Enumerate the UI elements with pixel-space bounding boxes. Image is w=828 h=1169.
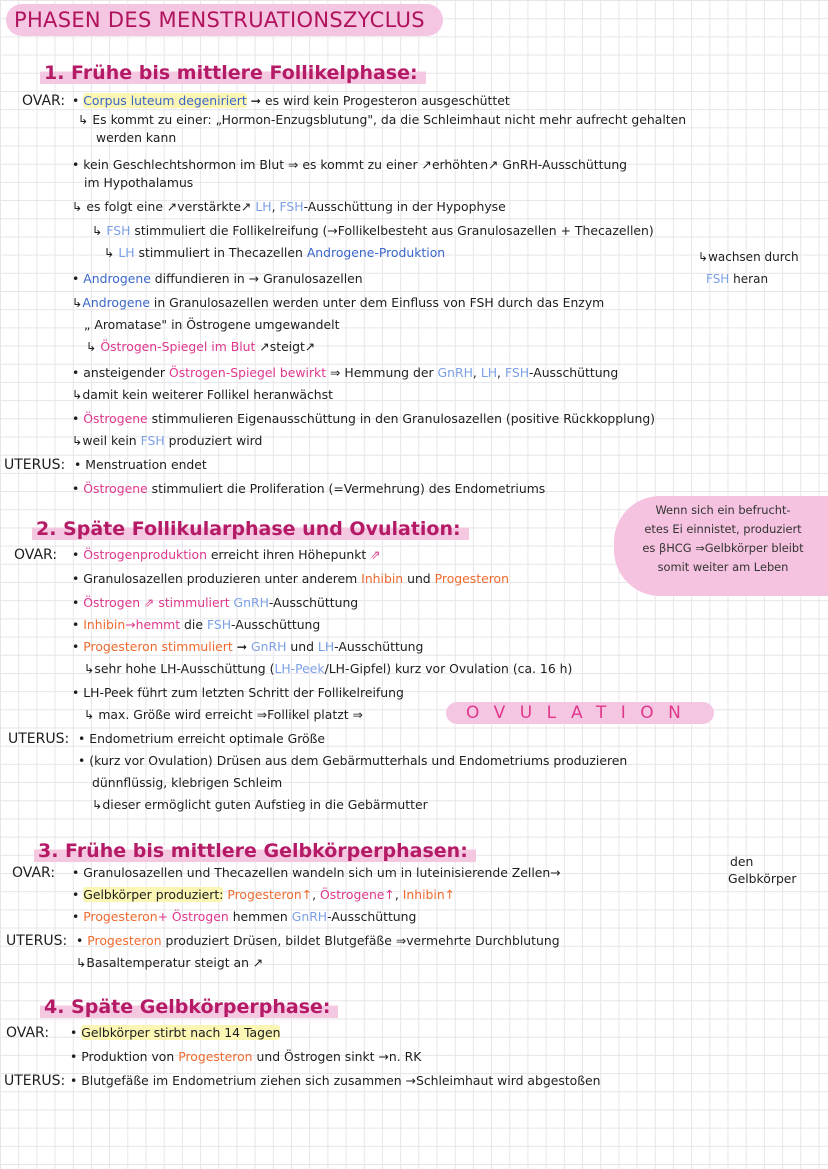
ovulation-badge: OVULATION <box>446 702 714 724</box>
text: Östrogene <box>319 887 385 902</box>
text: Progesteron <box>87 933 162 948</box>
text: GnRH <box>251 639 287 654</box>
note-line <box>620 540 826 557</box>
note-line: somit weiter am Leben <box>657 560 789 574</box>
double-arrow-icon: ⇒ <box>288 157 299 172</box>
text: max. Größe wird erreicht <box>98 707 253 722</box>
text: es folgt eine <box>86 199 163 214</box>
arrow-sub-icon: ↳ <box>698 250 709 264</box>
text: Androgene <box>82 295 150 310</box>
line: • Endometrium erreicht optimale Größe <box>78 731 326 746</box>
line: • Menstruation endet <box>74 457 207 472</box>
arrow-sub-icon: ↳ <box>86 339 97 354</box>
line <box>104 244 445 262</box>
text: stimmuliert die Follikelreifung ( <box>134 223 328 238</box>
arrow-right-icon: → <box>327 223 338 238</box>
text: Androgene-Produktion <box>306 245 446 260</box>
text: Inhibin <box>83 617 126 632</box>
text: werden kann <box>96 130 177 145</box>
text: LH <box>118 245 135 260</box>
line <box>92 796 428 814</box>
arrow-right-icon: → <box>125 617 136 632</box>
text: LH-Peek führt zum letzten Schritt der Follikelreifung <box>83 685 404 700</box>
arrow-sub-icon: ↳ <box>84 661 95 676</box>
arrow-sub-icon: ↳ <box>72 433 83 448</box>
arrow-sub-icon: ↳ <box>78 112 89 127</box>
text: Es kommt zu einer: „Hormon-Enzugsblutung", da die Schleimhaut nicht mehr aufrecht gehalten <box>92 112 687 127</box>
note-line: etes Ei einnistet, produziert <box>644 522 802 536</box>
arrow-right-icon: → <box>248 271 260 286</box>
text: n. RK <box>388 1049 422 1064</box>
text: verstärkte <box>177 199 242 214</box>
line: • Granulosazellen produzieren unter anderem Inhibin und Progesteron <box>72 571 509 586</box>
line <box>92 222 654 240</box>
text: Follikel platzt <box>267 707 349 722</box>
text: und <box>407 571 431 586</box>
line: • Östrogene stimmuliert die Proliferation (=Vermehrung) des Endometriums <box>72 481 546 496</box>
ovar-label: OVAR: <box>22 93 66 109</box>
text: FSH <box>206 617 232 632</box>
section-2-heading: 2. Späte Follikularphase und Ovulation: <box>32 516 469 542</box>
arrow-sub-icon: ↳ <box>72 199 83 214</box>
text: es βHCG <box>642 541 692 555</box>
line <box>92 774 282 792</box>
text: FSH <box>504 365 530 380</box>
line: • Progesteron stimmuliert ➞ GnRH und LH-Ausschüttung <box>72 639 424 654</box>
text: Schleimhaut wird abgestoßen <box>415 1073 601 1088</box>
uterus-label: UTERUS: <box>4 457 66 473</box>
ovar-label: OVAR: <box>6 1025 50 1041</box>
arrow-sub-icon: ↳ <box>92 223 103 238</box>
text: /LH-Gipfel) kurz vor Ovulation (ca. 16 h) <box>324 661 573 676</box>
up-arrow-icon: ↗ <box>166 199 178 214</box>
double-arrow-icon: ⇒ <box>330 365 341 380</box>
line: ↳ es folgt eine ↗verstärkte↗ LH, FSH-Ausschüttung in der Hypophyse <box>72 199 506 214</box>
text: -Ausschüttung <box>529 365 619 380</box>
text: stimmulieren Eigenausschüttung in den Granulosazellen (positive Rückkopplung) <box>151 411 656 426</box>
line <box>84 706 363 724</box>
text: Östrogene <box>83 411 148 426</box>
text: Gelbkörper stirbt nach 14 Tagen <box>81 1025 281 1040</box>
double-arrow-icon: ⇒ <box>256 707 268 722</box>
text: LH <box>255 199 272 214</box>
text: kein Geschlechtshormon im Blut <box>83 157 285 172</box>
line: • ansteigender Östrogen-Spiegel bewirkt ⇒ Hemmung der GnRH, LH, FSH-Ausschüttung <box>72 365 619 380</box>
text: Östrogen-Spiegel bewirkt <box>168 365 327 380</box>
text: FSH <box>140 433 165 448</box>
line <box>86 338 315 356</box>
line <box>728 871 797 887</box>
arrow-right-icon: → <box>550 865 561 880</box>
up-arrow-icon: ↗ <box>259 339 270 354</box>
text: produziert wird <box>168 433 263 448</box>
text: Basaltemperatur steigt an <box>86 955 249 970</box>
arrow-sub-icon: ↳ <box>72 295 83 310</box>
text: es kommt zu einer <box>302 157 418 172</box>
line: • Produktion von Progesteron und Östrogen sinkt →n. RK <box>70 1049 422 1064</box>
line <box>96 129 176 147</box>
page-title: PHASEN DES MENSTRUATIONSZYCLUS <box>6 4 443 36</box>
text: GnRH <box>437 365 473 380</box>
text: den <box>730 854 754 869</box>
line: • Granulosazellen und Thecazellen wandeln sich um in luteinisierende Zellen→ <box>72 865 561 880</box>
uterus-label: UTERUS: <box>6 933 68 949</box>
arrow-right-icon: ➞ <box>236 639 248 654</box>
text: -Ausschüttung <box>327 909 417 924</box>
line: • Gelbkörper produziert: Progesteron↑, Östrogene↑, Inhibin↑ <box>72 887 456 902</box>
text: produziert Drüsen, bildet Blutgefäße <box>165 933 392 948</box>
arrow-sub-icon: ↳ <box>104 245 115 260</box>
text: Östrogen <box>83 595 141 610</box>
text: LH <box>480 365 498 380</box>
text: Follikelbesteht aus Granulosazellen + Thecazellen) <box>337 223 654 238</box>
text: in Granulosazellen werden unter dem Einfluss von FSH durch das Enzym <box>153 295 605 310</box>
text: stimmuliert in Thecazellen <box>138 245 303 260</box>
text: Inhibin <box>361 571 404 586</box>
double-up-arrow-icon: ⇗ <box>370 547 381 562</box>
up-arrow-icon: ↗ <box>488 157 499 172</box>
text: Produktion von <box>81 1049 175 1064</box>
text: und <box>290 639 314 654</box>
text: -Ausschüttung <box>268 595 359 610</box>
text: FSH <box>706 272 730 286</box>
arrow-sub-icon: ↳ <box>84 707 95 722</box>
uterus-label: UTERUS: <box>8 731 70 747</box>
text: damit kein weiterer Follikel heranwächst <box>82 387 333 402</box>
arrow-right-icon: → <box>405 1073 416 1088</box>
line: • (kurz vor Ovulation) Drüsen aus dem Gebärmutterhals und Endometriums produzieren <box>78 753 628 768</box>
corpus-luteum-text: Corpus luteum degeniriert <box>83 93 247 108</box>
text: dieser ermöglicht guten Aufstieg in die Gebärmutter <box>102 797 428 812</box>
double-up-arrow-icon: ⇗ <box>144 595 155 610</box>
text: dünnflüssig, klebrigen Schleim <box>92 775 283 790</box>
text: Inhibin <box>402 887 445 902</box>
line: • LH-Peek führt zum letzten Schritt der Follikelreifung <box>72 685 404 700</box>
text: Östrogen-Spiegel im Blut <box>100 339 256 354</box>
text: LH <box>317 639 335 654</box>
up-arrow-icon: ↗ <box>241 199 252 214</box>
text: FSH <box>106 223 131 238</box>
line <box>730 854 753 870</box>
arrow-sub-icon: ↳ <box>76 955 87 970</box>
up-arrow-icon: ↑ <box>301 887 313 902</box>
text: stimmuliert <box>158 595 230 610</box>
line: • Androgene diffundieren in → Granulosazellen <box>72 271 363 286</box>
line <box>76 954 263 972</box>
text: Blutgefäße im Endometrium ziehen sich zusammen <box>81 1073 402 1088</box>
text: Östrogenproduktion <box>83 547 207 562</box>
text: Menstruation endet <box>85 457 207 472</box>
text: Progesteron stimmuliert <box>83 639 233 654</box>
text: und Östrogen sinkt <box>256 1049 375 1064</box>
text: im Hypothalamus <box>84 175 194 190</box>
line <box>698 248 799 266</box>
text: Granulosazellen <box>263 271 363 286</box>
line: • kein Geschlechtshormon im Blut ⇒ es kommt zu einer ↗erhöhten↗ GnRH-Ausschüttung <box>72 157 628 172</box>
double-arrow-icon: ⇒ <box>695 541 705 555</box>
text: LH-Peek <box>274 661 325 676</box>
line <box>72 432 262 450</box>
text: ansteigender <box>83 365 165 380</box>
ovar-label: OVAR: <box>12 865 56 881</box>
up-arrow-icon: ↗ <box>304 339 316 354</box>
uterus-label: UTERUS: <box>4 1073 66 1089</box>
text: Progesteron <box>83 909 158 924</box>
text: sehr hohe LH-Ausschüttung ( <box>94 661 275 676</box>
line: • Östrogenproduktion erreicht ihren Höhepunkt ⇗ <box>72 547 381 562</box>
line: • Corpus luteum degeniriert ➞ es wird kein Progesteron ausgeschüttet <box>72 93 510 108</box>
text: stimmuliert die Proliferation (=Vermehrung) des Endometriums <box>151 481 546 496</box>
up-arrow-icon: ↑ <box>384 887 395 902</box>
arrow-sub-icon: ↳ <box>92 797 103 812</box>
text: GnRH <box>291 909 328 924</box>
line <box>78 111 686 129</box>
note-line: Wenn sich ein befrucht- <box>655 503 791 517</box>
text: die <box>184 617 203 632</box>
line <box>84 174 193 192</box>
text: Granulosazellen und Thecazellen wandeln sich um in luteinisierende Zellen <box>83 865 551 880</box>
section-4-heading: 4. Späte Gelbkörperphase: <box>40 994 338 1020</box>
arrow-right-icon: ➞ <box>250 93 262 108</box>
text: Progesteron <box>227 887 302 902</box>
text: Gelbkörper <box>728 871 797 886</box>
arrow-right-icon: → <box>378 1049 389 1064</box>
text: -Ausschüttung in der Hypophyse <box>303 199 506 214</box>
line: • Inhibin→hemmt die FSH-Ausschüttung <box>72 617 321 632</box>
text: GnRH-Ausschüttung <box>502 157 628 172</box>
text: wachsen durch <box>708 250 799 264</box>
line: • Östrogen ⇗ stimmuliert GnRH-Ausschüttung <box>72 595 359 610</box>
text: + Östrogen <box>157 909 229 924</box>
text: vermehrte Durchblutung <box>406 933 560 948</box>
text: steigt <box>269 339 305 354</box>
arrow-sub-icon: ↳ <box>72 387 83 402</box>
up-arrow-icon: ↗ <box>252 955 264 970</box>
text: es wird kein Progesteron ausgeschüttet <box>265 93 510 108</box>
text: erreicht ihren Höhepunkt <box>210 547 367 562</box>
text: Granulosazellen produzieren unter anderem <box>83 571 358 586</box>
text: Gelbkörper bleibt <box>704 541 804 555</box>
text: Östrogene <box>83 481 148 496</box>
up-arrow-icon: ↗ <box>421 157 432 172</box>
text: diffundieren in <box>154 271 245 286</box>
text: (kurz vor Ovulation) Drüsen aus dem Gebärmutterhals und Endometriums produzieren <box>89 753 628 768</box>
text: „ Aromatase" in Östrogene umgewandelt <box>84 317 340 332</box>
text: erhöhten <box>431 157 489 172</box>
text: Hemmung der <box>344 365 434 380</box>
line <box>84 316 339 334</box>
line: • Blutgefäße im Endometrium ziehen sich zusammen →Schleimhaut wird abgestoßen <box>70 1073 601 1088</box>
text: GnRH <box>233 595 269 610</box>
section-1-heading: 1. Frühe bis mittlere Follikelphase: <box>40 60 426 86</box>
double-arrow-icon: ⇒ <box>395 933 407 948</box>
text: Progesteron <box>178 1049 253 1064</box>
text: Endometrium erreicht optimale Größe <box>89 731 326 746</box>
line: • Östrogene stimmulieren Eigenausschüttung in den Granulosazellen (positive Rückkopplung) <box>72 411 656 426</box>
text: -Ausschüttung <box>231 617 321 632</box>
line <box>84 660 572 678</box>
line <box>72 386 333 404</box>
text: heran <box>733 272 769 286</box>
double-arrow-icon: ⇒ <box>352 707 363 722</box>
section-3-heading: 3. Frühe bis mittlere Gelbkörperphasen: <box>34 838 476 864</box>
text: -Ausschüttung <box>334 639 424 654</box>
text: weil kein <box>82 433 137 448</box>
line: • Progesteron produziert Drüsen, bildet Blutgefäße ⇒vermehrte Durchblutung <box>76 933 560 948</box>
line <box>706 270 768 288</box>
ovar-label: OVAR: <box>14 547 58 563</box>
text: hemmt <box>135 617 181 632</box>
text: Progesteron <box>434 571 509 586</box>
text: Androgene <box>83 271 151 286</box>
text: Gelbkörper produziert: <box>83 887 224 902</box>
line: • Gelbkörper stirbt nach 14 Tagen <box>70 1025 281 1040</box>
text: hemmen <box>232 909 288 924</box>
text: FSH <box>279 199 304 214</box>
line: • Progesteron+ Östrogen hemmen GnRH-Ausschüttung <box>72 909 417 924</box>
up-arrow-icon: ↑ <box>444 887 456 902</box>
line <box>72 294 604 312</box>
